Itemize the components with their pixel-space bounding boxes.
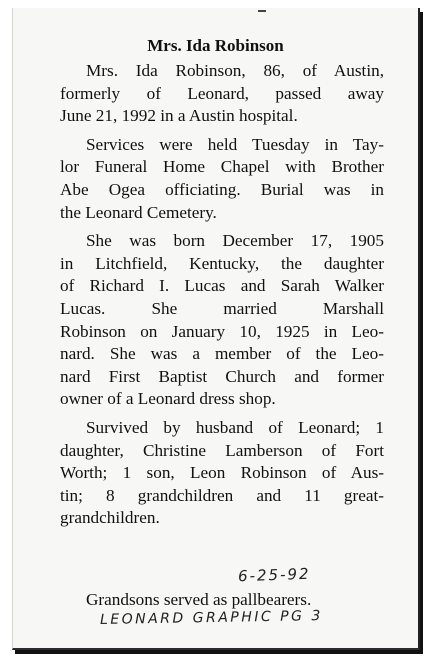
text-line: Mrs. Ida Robinson, 86, of Austin, [86,61,384,80]
text-line: formerly of Leonard, passed away [60,83,384,103]
text-line: nard. She was a member of the Leo- [60,344,384,364]
closing-line: Grandsons served as pallbearers. [86,590,312,609]
text-line: Abe Ogea officiating. Burial was in [60,179,384,199]
obituary-body [60,60,384,536]
text-line: Robinson on January 10, 1925 in Leo- [60,321,384,341]
text-line: in Litchfield, Kentucky, the daughter [60,253,384,273]
obituary-title: Mrs. Ida Robinson [147,36,284,55]
text-line: grandchildren. [60,508,160,528]
paragraph-services [60,134,384,224]
paragraph-biography [60,230,384,411]
text-line: Worth; 1 son, Leon Robinson of Aus- [60,463,384,483]
text-line: Lucas. She married Marshall [60,298,384,318]
handwritten-date: 6-25-92 [237,564,311,586]
text-line: June 21, 1992 in a Austin hospital. [60,106,298,126]
text-line: Survived by husband of Leonard; 1 [86,417,384,437]
text-line: of Richard I. Lucas and Sarah Walker [60,276,384,296]
text-line: lor Funeral Home Chapel with Brother [60,157,384,177]
text-line: the Leonard Cemetery. [60,202,217,222]
print-mark [258,10,266,12]
handwritten-source-note: LEONARD GRAPHIC PG 3 [99,608,323,628]
text-line: Services were held Tuesday in Tay- [86,134,384,154]
text-line: owner of a Leonard dress shop. [60,389,276,409]
paragraph-death-notice [60,60,384,128]
text-line: She was born December 17, 1905 [86,231,384,251]
text-line: nard First Baptist Church and former [60,366,384,386]
paragraph-survivors [60,417,384,530]
text-line: daughter, Christine Lamberson of Fort [60,440,384,460]
text-line: tin; 8 grandchildren and 11 great- [60,485,384,505]
